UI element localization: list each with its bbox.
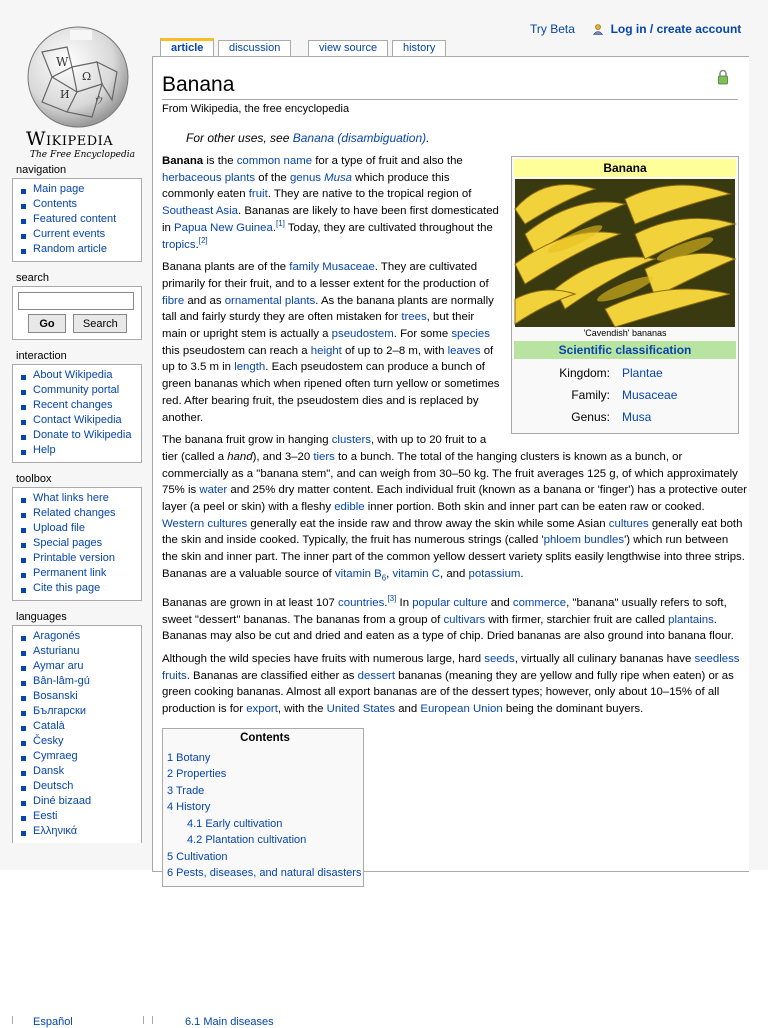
paragraph-1: Banana is the common name for a type of fruit and also the herbaceous plants of the genus Musa which produce this commonly eaten fruit. They are native to the tropical region of Southeast Asia. Bananas are likely to have been first domesticated in Papua New Guinea.[1] Today, they are cultivated throughout the tropics.[2] [162,155,499,251]
article-body [162,57,747,887]
infobox-row-key: Kingdom: [559,366,610,380]
language-item[interactable]: Català [19,719,137,734]
interaction-item[interactable]: Contact Wikipedia [19,413,137,428]
wikipedia-logo[interactable] [12,22,142,162]
infobox-caption: 'Cavendish' bananas [583,328,667,338]
infobox-row [514,384,736,406]
interaction-heading: interaction [16,350,67,362]
language-item[interactable]: Česky [19,734,137,749]
banana-photo[interactable] [515,179,735,327]
interaction-item[interactable]: Recent changes [19,398,137,413]
language-item[interactable]: Aragonés [19,629,137,644]
infobox-row-key: Genus: [571,410,610,424]
language-item[interactable]: Eesti [19,809,137,824]
fragment-language-link[interactable]: Español [33,1016,73,1028]
infobox [511,156,739,434]
toc-item[interactable]: 6 Pests, diseases, and natural disasters [167,867,362,880]
infobox-row [514,406,736,428]
table-of-contents [162,728,364,887]
paragraph-3: The banana fruit grow in hanging clusters, with up to 20 fruit to a tier (called a hand), and 3–20 tiers to a bunch. The total of the hanging clusters is known as a bunch, or commercially as a "banana stem", and can weigh from 30–50 kg. The fruit averages 125 g, of which approximately 75% is water and 25% dry matter content. Each individual fruit (known as a banana or 'finger') has a protective outer layer (a peel or skin) with a fleshy edible inner portion. Both skin and inner part can be eaten raw or cooked. Western cultures generally eat the inside raw and throw away the skin while some Asian cultures generally eat both the skin and inside cooked. Typically, the fruit has numerous strings (called 'phloem bundles') which run between the skin and inner part. The inner part of the common yellow dessert variety splits easily lengthwise into three strips. Bananas are a valuable source of vitamin $B_6$, vitamin C, and potassium. [162,434,747,583]
go-button[interactable]: Go [28,314,66,333]
interaction-item[interactable]: Donate to Wikipedia [19,428,137,443]
toc-item[interactable]: 1 Botany [167,751,211,764]
sidebar [12,162,142,843]
infobox-row-value[interactable]: Musaceae [622,388,678,402]
search-input[interactable] [18,292,134,310]
navigation-item[interactable]: Featured content [19,212,137,227]
toolbox-item[interactable]: Related changes [19,506,137,521]
bottom-fragment-right [152,1016,363,1028]
toc-item[interactable]: 3 Trade [167,784,205,797]
navigation-item[interactable]: Contents [19,197,137,212]
tab-history[interactable]: history [392,40,446,57]
languages-heading: languages [16,611,67,623]
disambiguation-link[interactable]: Banana (disambiguation) [292,131,427,145]
search-portlet [12,286,142,340]
language-item[interactable]: Български [19,704,137,719]
infobox-row [514,362,736,384]
languages-portlet [12,625,142,843]
search-heading: search [16,272,50,284]
site-subtitle: From Wikipedia, the free encyclopedia [162,103,350,115]
search-button[interactable]: Search [73,314,127,333]
content-area [152,56,749,880]
paragraph-2: Banana plants are of the family Musaceae. They are cultivated primarily for their fruit, and to a lesser extent for the production of fibre and as ornamental plants. As the banana plants are normally tall and fairly sturdy they are often mistaken for trees, but their main or upright stem is actually a pseudostem. For some species this pseudostem can reach a height of up to 2–8 m, with leaves of up to 3.5 m in length. Each pseudostem can produce a bunch of green bananas which when ripened often turn yellow or sometimes red. After bearing fruit, the pseudostem dies and is replaced by another. [162,261,500,424]
fragment-toc-link[interactable]: 6.1 Main diseases [185,1016,274,1028]
toc-item[interactable]: 4.2 Plantation cultivation [187,834,307,847]
language-item[interactable]: Bosanski [19,689,137,704]
toc-item[interactable]: 4.1 Early cultivation [187,817,283,830]
toolbox-item[interactable]: Printable version [19,551,137,566]
hatnote-end: . [426,131,430,145]
toolbox-item[interactable]: Cite this page [19,581,137,596]
interaction-item[interactable]: About Wikipedia [19,368,137,383]
toc-title: Contents [240,731,290,744]
try-beta-link[interactable]: Try Beta [530,22,575,36]
logo-tagline: The Free Encyclopedia [30,150,135,160]
svg-text:И: И [60,88,70,101]
toc-item[interactable]: 2 Properties [167,768,227,781]
language-item[interactable]: Deutsch [19,779,137,794]
scientific-classification-header[interactable]: Scientific classification [514,341,736,359]
infobox-title: Banana [514,159,736,177]
logo-wordmark: Wikipedia [26,128,114,150]
language-item[interactable]: Bân-lâm-gú [19,674,137,689]
tab-view-source[interactable]: view source [308,40,388,57]
infobox-row-value[interactable]: Musa [622,410,652,424]
language-item[interactable]: Asturianu [19,644,137,659]
hatnote [186,131,747,145]
interaction-portlet [12,364,142,463]
navigation-item[interactable]: Main page [19,182,137,197]
tab-article[interactable]: article [160,38,214,56]
toc-item[interactable]: 5 Cultivation [167,850,228,863]
navigation-heading: navigation [16,164,67,176]
user-icon [592,23,604,35]
svg-text:Ω: Ω [82,70,92,83]
personal-tools [530,22,741,36]
paragraph-4: Bananas are grown in at least 107 countries.[3] In popular culture and commerce, "banana" usually refers to soft, sweet "dessert" bananas. The bananas from a group of cultivars with firmer, starchier fruit are called plantains. Bananas may also be cut and dried and eaten as a type of chip. Dried bananas are also ground into banana flour. [162,594,734,643]
tab-discussion[interactable]: discussion [218,40,291,57]
infobox-row-key: Family: [571,388,610,402]
interaction-item[interactable]: Help [19,443,137,458]
toolbox-portlet [12,487,142,601]
page-title: Banana [162,73,738,100]
svg-text:ウ: ウ [94,96,104,107]
navigation-item[interactable]: Random article [19,242,137,257]
toolbox-item[interactable]: Special pages [19,536,137,551]
paragraph-5: Although the wild species have fruits with numerous large, hard seeds, virtually all culinary bananas have seedless fruits. Bananas are classified either as dessert bananas (meaning they are yellow and fully ripe when eaten) or as green cooking bananas. Almost all export bananas are of the dessert types; however, only about 10–15% of all production is for export, with the United States and European Union being the dominant buyers. [162,652,740,716]
toolbox-item[interactable]: Upload file [19,521,137,536]
bottom-fragment-left [12,1016,144,1028]
language-item[interactable]: Diné bizaad [19,794,137,809]
navigation-item[interactable]: Current events [19,227,137,242]
svg-text:W: W [56,55,69,69]
infobox-row-value[interactable]: Plantae [622,366,663,380]
language-item[interactable]: Aymar aru [19,659,137,674]
login-link[interactable]: Log in / create account [610,22,742,36]
navigation-portlet [12,178,142,262]
interaction-item[interactable]: Community portal [19,383,137,398]
toolbox-heading: toolbox [16,473,52,485]
toolbox-item[interactable]: Permanent link [19,566,137,581]
language-item[interactable]: Ελληνικά [19,824,137,839]
toolbox-item[interactable]: What links here [19,491,137,506]
toc-item[interactable]: 4 History [167,801,211,814]
language-item[interactable]: Cymraeg [19,749,137,764]
language-item[interactable]: Dansk [19,764,137,779]
hatnote-text: For other uses, see [186,131,293,145]
